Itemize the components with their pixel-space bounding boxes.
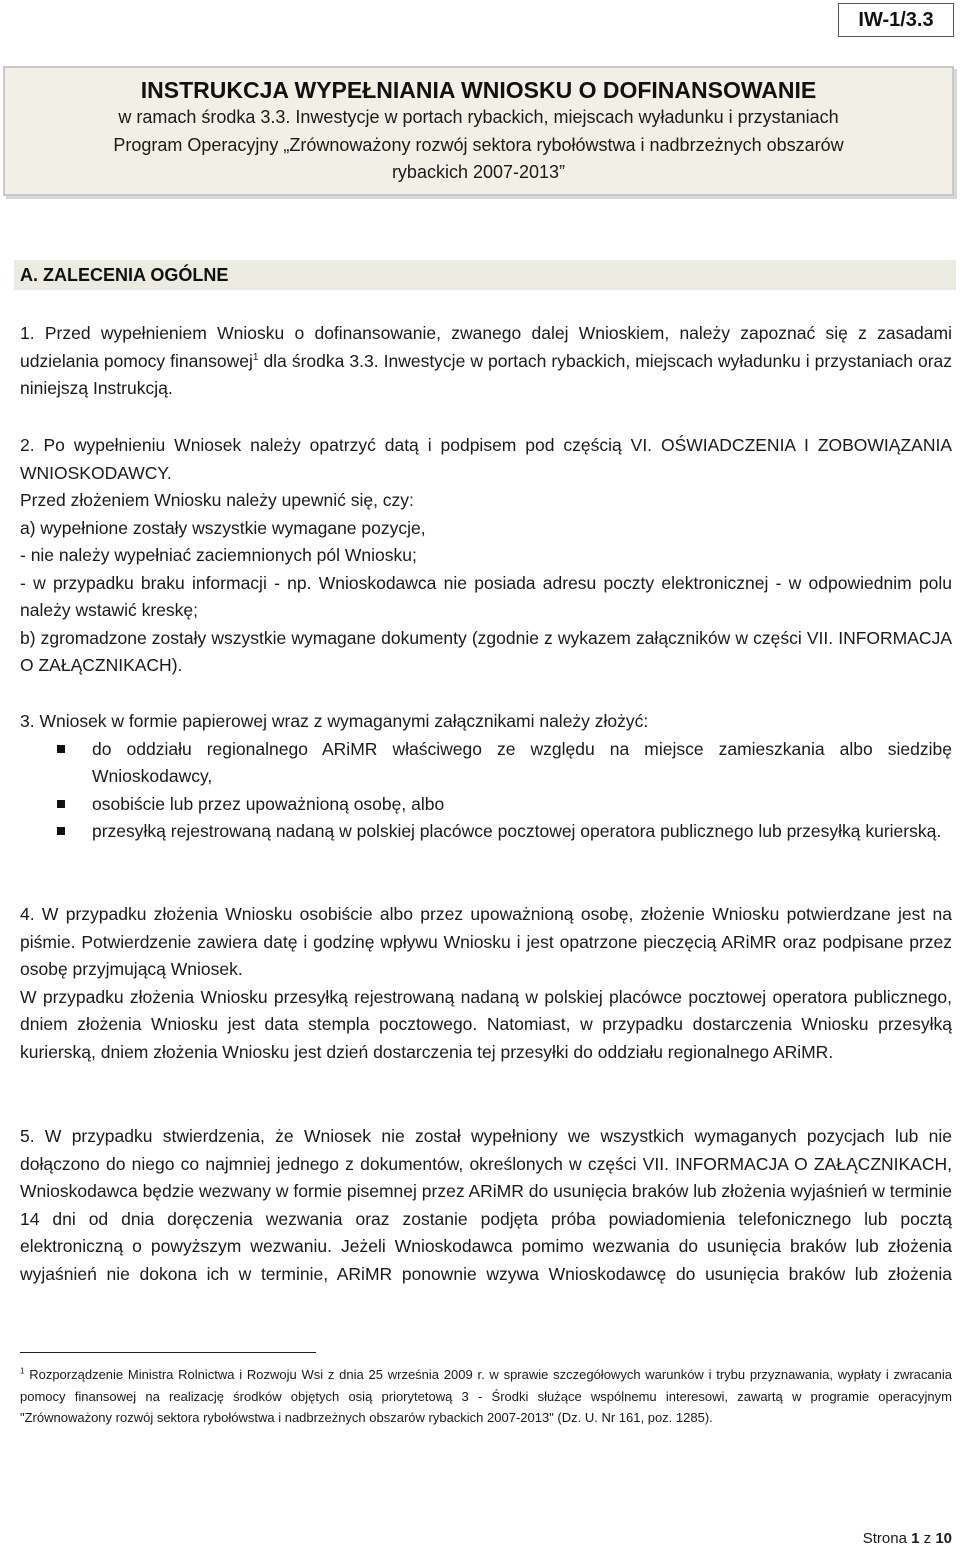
title-line-1: w ramach środka 3.3. Inwestycje w portach rybackich, miejscach wyładunku i przystaniach — [118, 107, 839, 127]
section-heading: A. ZALECENIA OGÓLNE — [14, 260, 956, 290]
paragraph-5: 5. W przypadku stwierdzenia, że Wniosek nie został wypełniony we wszystkich wymaganych pozycjach lub nie dołączono do niego co najmniej jednego z dokumentów, określonych w części VII. INFORMACJA O ZAŁĄCZNIKACH, Wnioskodawca będzie wezwany w formie pisemnej przez ARiMR do usunięcia braków lub złożenia wyjaśnień w terminie 14 dni od dnia doręczenia wezwania oraz zostanie podjęta próba powiadomienia telefonicznego lub pocztą elektroniczną o powyższym wezwaniu. Jeżeli Wnioskodawca pomimo wezwania do usunięcia braków lub złożenia wyjaśnień nie dokona ich w terminie, ARiMR ponownie wzywa Wnioskodawcę do usunięcia braków lub złożenia — [20, 1126, 952, 1284]
footnote-marker: 1 — [20, 1366, 25, 1376]
paragraph-2-line-3: a) wypełnione zostały wszystkie wymagane pozycje, — [20, 517, 426, 538]
paragraph-1-text-b: dla środka 3.3. Inwestycje w portach rybackich, miejscach wyładunku i przystaniach oraz niniejszą Instrukcją. — [20, 350, 952, 398]
footnote-ref[interactable]: 1 — [252, 351, 259, 363]
title-line-3: rybackich 2007-2013” — [391, 162, 566, 182]
page-label: Strona — [862, 1530, 907, 1547]
title-line-2: Program Operacyjny „Zrównoważony rozwój sektora rybołówstwa i nadbrzeżnych obszarów — [113, 134, 844, 155]
footnote-text: Rozporządzenie Ministra Rolnictwa i Rozwoju Wsi z dnia 25 września 2009 r. w sprawie szczegółowych warunków i trybu przyznawania, wypłaty i zwracania pomocy finansowej na realizację środków objętych osią priorytetową 3 - Środki służące wspólnemu interesowi, zawartą w programie operacyjnym "Zrównoważony rozwój sektora rybołówstwa i nadbrzeżnych obszarów rybackich 2007-2013" (Dz. U. Nr 161, poz. 1285). — [20, 1367, 952, 1426]
paragraph-2-line-2: Przed złożeniem Wniosku należy upewnić się, czy: — [20, 490, 414, 510]
page-number — [863, 1530, 952, 1548]
paragraph-1 — [20, 320, 952, 403]
footnote-separator — [20, 1352, 316, 1353]
page-current: 1 — [911, 1530, 920, 1547]
paragraph-2 — [20, 432, 952, 680]
paragraph-4-part-1: 4. W przypadku złożenia Wniosku osobiście albo przez upoważnioną osobę, złożenie Wniosku potwierdzane jest na piśmie. Potwierdzenie zawiera datę i godzinę wpływu Wniosku i jest opatrzone pieczęcią ARiMR oraz podpisane przez osobę przyjmującą Wniosek. — [20, 904, 952, 979]
document-code: IW-1/3.3 — [838, 3, 954, 37]
paragraph-3 — [20, 708, 952, 846]
bullet-item: do oddziału regionalnego ARiMR właściwego ze względu na miejsce zamieszkania albo siedzibę Wnioskodawcy, — [20, 736, 952, 791]
bullet-item: przesyłką rejestrowaną nadaną w polskiej placówce pocztowej operatora publicznego lub przesyłką kurierską. — [20, 818, 952, 846]
paragraph-4 — [20, 901, 952, 1066]
title-box — [3, 66, 954, 196]
paragraph-4-part-2: W przypadku złożenia Wniosku przesyłką rejestrowaną nadaną w polskiej placówce pocztowej operatora publicznego, dniem złożenia Wniosku jest data stempla pocztowego. Natomiast, w przypadku dostarczenia Wniosku przesyłką kurierską, dniem złożenia Wniosku jest dzień dostarczenia tej przesyłki do oddziału regionalnego ARiMR. — [20, 986, 952, 1062]
paragraph-2-line-4: - nie należy wypełniać zaciemnionych pól Wniosku; — [20, 545, 417, 565]
footnote — [20, 1364, 952, 1429]
bullet-item: osobiście lub przez upoważnioną osobę, albo — [20, 791, 952, 819]
paragraph-2-line-5: - w przypadku braku informacji - np. Wnioskodawca nie posiada adresu poczty elektronicznej - w odpowiednim polu należy wstawić kreskę; — [20, 572, 952, 620]
bullet-list — [20, 736, 952, 846]
page-sep: z — [923, 1530, 932, 1547]
paragraph-1-text-a: 1. Przed wypełnieniem Wniosku o dofinansowanie, zwanego dalej Wnioskiem, należy zapoznać się z zasadami udzielania pomocy finansowej — [20, 323, 952, 371]
paragraph-3-intro: 3. Wniosek w formie papierowej wraz z wymaganymi załącznikami należy złożyć: — [20, 711, 649, 731]
document-title: INSTRUKCJA WYPEŁNIANIA WNIOSKU O DOFINANSOWANIE — [140, 77, 817, 103]
paragraph-2-line-6: b) zgromadzone zostały wszystkie wymagane dokumenty (zgodnie z wykazem załączników w części VII. INFORMACJA O ZAŁĄCZNIKACH). — [20, 627, 952, 675]
page-total: 10 — [935, 1530, 952, 1547]
paragraph-2-line-1: 2. Po wypełnieniu Wniosek należy opatrzyć datą i podpisem pod częścią VI. OŚWIADCZENIA I ZOBOWIĄZANIA WNIOSKODAWCY. — [20, 435, 952, 483]
